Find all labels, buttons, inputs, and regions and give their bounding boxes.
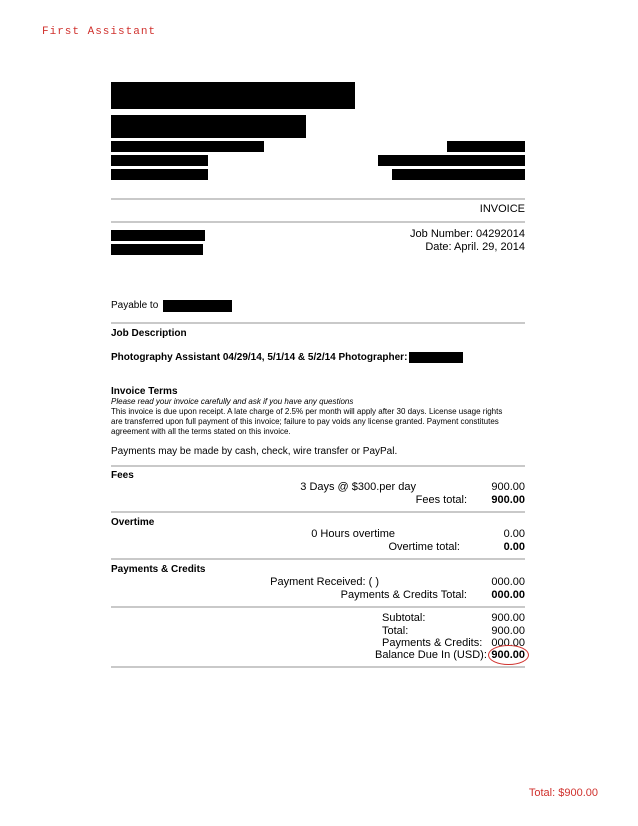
invoice-date: Date: April. 29, 2014 <box>425 241 525 253</box>
payments-credits-label: Payments & Credits: <box>382 637 483 649</box>
payments-item-value: 000.00 <box>491 576 525 588</box>
total-value: 900.00 <box>491 625 525 637</box>
redacted-photographer <box>409 352 463 363</box>
balance-highlight-circle <box>488 645 529 665</box>
divider-overtime <box>111 511 525 513</box>
subtotal-label: Subtotal: <box>382 612 426 624</box>
balance-due-value: 900.00 <box>491 649 525 661</box>
fees-item-value: 900.00 <box>491 481 525 493</box>
balance-due-label: Balance Due In (USD): <box>375 649 487 661</box>
overtime-heading: Overtime <box>111 517 155 528</box>
fees-total-label: Fees total: <box>415 494 467 506</box>
terms-italic: Please read your invoice carefully and ask if you have any questions <box>111 397 354 406</box>
payments-total-label: Payments & Credits Total: <box>340 589 467 601</box>
overtime-item-label: 0 Hours overtime <box>311 528 395 540</box>
job-description-heading: Job Description <box>111 328 187 339</box>
terms-line-3: agreement with all the terms stated on this invoice. <box>111 427 291 436</box>
terms-line-2: are transferred upon full payment of this invoice; failure to pay voids any license granted. Payment constitutes <box>111 417 499 426</box>
redacted-name-block <box>111 82 355 109</box>
annotation-first-assistant: First Assistant <box>42 26 157 38</box>
subtotal-value: 900.00 <box>491 612 525 624</box>
annotation-total: Total: $900.00 <box>528 787 598 799</box>
payments-total-value: 000.00 <box>491 589 525 601</box>
redacted-address-line-3 <box>111 169 208 180</box>
payments-heading: Payments & Credits <box>111 564 206 575</box>
divider-summary <box>111 606 525 608</box>
job-description-text: Photography Assistant 04/29/14, 5/1/14 & 5/2/14 Photographer: <box>111 352 408 363</box>
total-label: Total: <box>382 625 409 637</box>
redacted-title-block <box>111 115 306 138</box>
divider-payable <box>111 322 525 324</box>
redacted-contact-line-2 <box>378 155 525 166</box>
job-number: Job Number: 04292014 <box>410 228 525 240</box>
divider-invoice <box>111 221 525 223</box>
payments-item-label: Payment Received: ( ) <box>270 576 379 588</box>
fees-item-label: 3 Days @ $300.per day <box>300 481 416 493</box>
redacted-client-line-1 <box>111 230 205 241</box>
fees-heading: Fees <box>111 470 134 481</box>
redacted-address-line-2 <box>111 155 208 166</box>
divider-payments <box>111 558 525 560</box>
overtime-total-label: Overtime total: <box>388 541 460 553</box>
divider-bottom <box>111 666 525 668</box>
payable-to-label: Payable to <box>111 300 159 311</box>
fees-total-value: 900.00 <box>491 494 525 506</box>
payment-methods: Payments may be made by cash, check, wire transfer or PayPal. <box>111 446 398 457</box>
overtime-total-value: 0.00 <box>503 541 525 553</box>
redacted-payee <box>163 300 232 312</box>
redacted-contact-line-3 <box>392 169 525 180</box>
redacted-client-line-2 <box>111 244 203 255</box>
terms-line-1: This invoice is due upon receipt. A late charge of 2.5% per month will apply after 30 days. License usage rights <box>111 407 503 416</box>
divider-fees <box>111 465 525 467</box>
redacted-address-line-1 <box>111 141 264 152</box>
divider-header <box>111 198 525 200</box>
payments-credits-value: 000.00 <box>491 637 525 649</box>
invoice-terms-heading: Invoice Terms <box>111 386 178 397</box>
overtime-item-value: 0.00 <box>503 528 525 540</box>
invoice-title: INVOICE <box>479 203 525 215</box>
redacted-contact-line-1 <box>447 141 525 152</box>
